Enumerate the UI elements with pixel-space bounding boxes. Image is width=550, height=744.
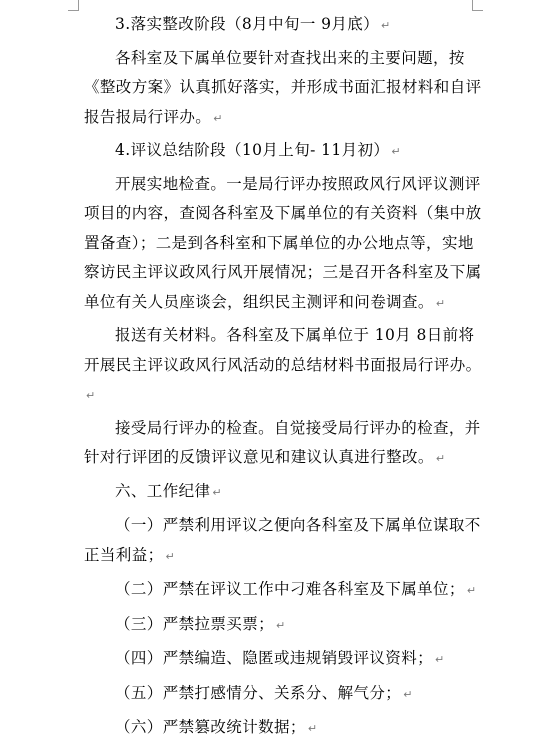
paragraph-mark-icon: ↵ xyxy=(213,111,223,125)
list-item xyxy=(84,575,484,606)
list-item xyxy=(84,610,484,641)
section-heading-summary xyxy=(84,136,484,167)
paragraph-mark-icon: ↵ xyxy=(435,296,446,310)
list-item-text: （四）严禁编造、隐匿或违规销毁评议资料； xyxy=(115,649,434,667)
paragraph-mark-icon: ↵ xyxy=(466,584,477,597)
list-item-text: （二）严禁在评议工作中刁难各科室及下属单位； xyxy=(115,580,465,598)
section-heading-discipline xyxy=(84,477,484,508)
list-item-text: （六）严禁篡改统计数据； xyxy=(115,718,306,736)
paragraph-text: 六、工作纪律 xyxy=(115,481,211,500)
list-item xyxy=(84,511,484,571)
paragraph-text: 接受局行评办的检查。自觉接受局行评办的检查，并针对行评团的反馈评议意见和建议认真进行整改。 xyxy=(84,418,481,466)
paragraph-text: 开展实地检查。一是局行评办按照政风行风评议测评项目的内容，查阅各科室及下属单位的有关资料（集中放置备查）；二是到各科室和下属单位的办公地点等，实地察访民主评议政风行风开展情况；三是召开各科室及下属单位有关人员座谈会，组织民主测评和问卷调查。 xyxy=(84,174,482,311)
paragraph-mark-icon: ↵ xyxy=(165,549,176,563)
document-body[interactable] xyxy=(84,10,484,744)
paragraph-mark-icon: ↵ xyxy=(307,722,318,735)
paragraph-mark-icon: ↵ xyxy=(403,687,413,701)
page-margin-corner-left xyxy=(68,0,79,11)
paragraph-mark-icon: ↵ xyxy=(391,145,401,158)
paragraph-mark-icon: ↵ xyxy=(435,653,445,666)
list-item-text: （三）严禁拉票买票； xyxy=(115,614,275,633)
body-paragraph xyxy=(84,44,484,134)
paragraph-mark-icon: ↵ xyxy=(276,618,286,632)
paragraph-text: 4.评议总结阶段（10月上旬- 11月初） xyxy=(115,141,390,159)
list-item xyxy=(84,679,484,710)
body-paragraph xyxy=(84,414,484,474)
body-paragraph xyxy=(84,321,484,411)
list-item xyxy=(84,713,484,744)
paragraph-mark-icon: ↵ xyxy=(381,19,391,32)
paragraph-text: 各科室及下属单位要针对查找出来的主要问题，按《整改方案》认真抓好落实，并形成书面汇报材料和自评报告报局行评办。 xyxy=(84,48,482,126)
paragraph-mark-icon: ↵ xyxy=(212,485,223,499)
list-item xyxy=(84,644,484,675)
body-paragraph xyxy=(84,170,484,319)
paragraph-mark-icon: ↵ xyxy=(435,452,446,465)
paragraph-text: 3.落实整改阶段（8月中旬一 9月底） xyxy=(115,15,380,33)
list-item-text: （五）严禁打感情分、关系分、解气分； xyxy=(115,683,402,702)
list-item-text: （一）严禁利用评议之便向各科室及下属单位谋取不正当利益； xyxy=(84,516,481,564)
section-heading-implementation xyxy=(84,10,484,41)
paragraph-mark-icon: ↵ xyxy=(86,389,96,402)
paragraph-text: 报送有关材料。各科室及下属单位于 10月 8日前将开展民主评议政风行风活动的总结材料书面报局行评办。 xyxy=(84,326,482,374)
